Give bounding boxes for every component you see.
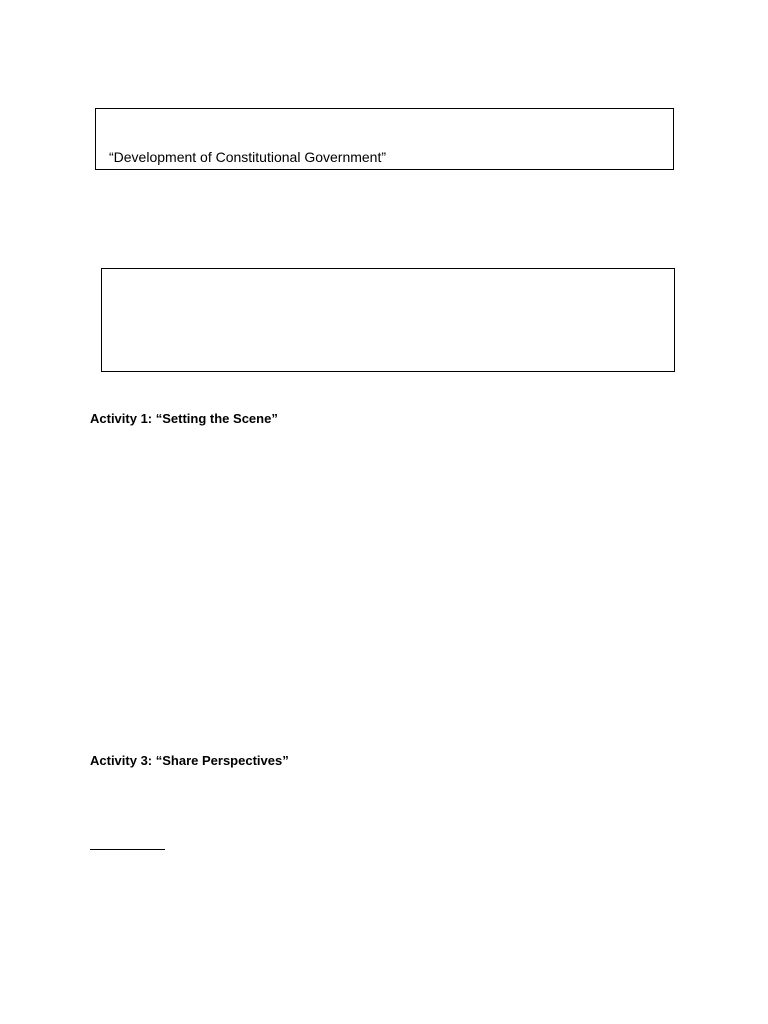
title-box bbox=[95, 108, 674, 170]
empty-text-box bbox=[101, 268, 675, 372]
activity-1-heading: Activity 1: “Setting the Scene” bbox=[90, 411, 278, 426]
short-horizontal-rule bbox=[90, 849, 165, 850]
activity-3-heading: Activity 3: “Share Perspectives” bbox=[90, 753, 289, 768]
document-title: “Development of Constitutional Government” bbox=[109, 149, 387, 165]
